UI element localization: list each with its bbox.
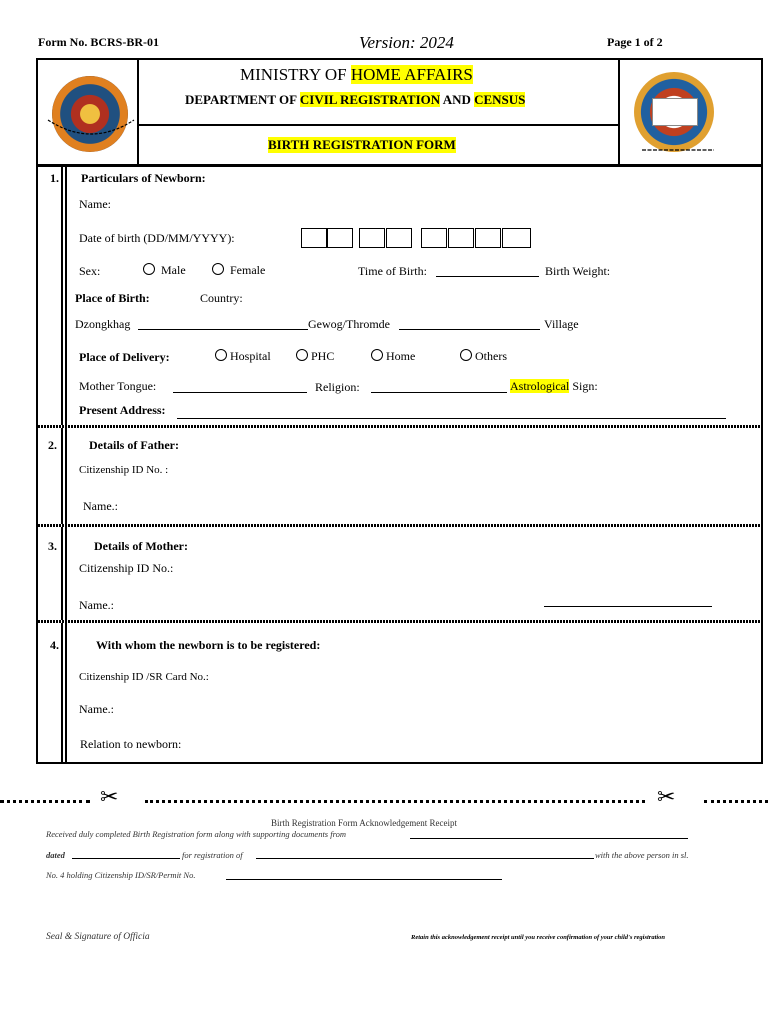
page-number: Page 1 of 2: [607, 35, 663, 49]
scissors-icon: ✂: [100, 784, 119, 809]
dzongkhag-field[interactable]: [138, 329, 308, 330]
radio-icon[interactable]: [215, 349, 227, 361]
emblem-emblem-text: [652, 98, 698, 126]
radio-icon[interactable]: [143, 263, 155, 275]
birth-weight-label: Birth Weight:: [545, 264, 611, 278]
section-separator-1: [38, 425, 762, 428]
home-label: Home: [386, 349, 416, 363]
dob-month-1[interactable]: [359, 228, 385, 248]
sex-option-female[interactable]: [212, 263, 265, 278]
gewog-label: Gewog/Thromde: [308, 317, 390, 331]
delivery-option-others[interactable]: [460, 349, 507, 364]
section-number-4: 4.: [50, 638, 59, 652]
dob-year-1[interactable]: [421, 228, 447, 248]
receipt-for-registration: for registration of: [182, 850, 243, 860]
receipt-from-field[interactable]: [410, 838, 688, 839]
mother-tongue-field[interactable]: [173, 392, 307, 393]
ministry-title: [240, 65, 473, 85]
receipt-title: Birth Registration Form Acknowledgement Receipt: [271, 818, 457, 828]
mother-tongue-label: Mother Tongue:: [79, 379, 157, 393]
mother-name-field[interactable]: [544, 606, 712, 607]
receipt-line-3: No. 4 holding Citizenship ID/SR/Permit No.: [46, 870, 196, 880]
dob-month-2[interactable]: [386, 228, 412, 248]
section-title-2: Details of Father:: [89, 438, 179, 452]
newborn-name-label: Name:: [79, 197, 111, 211]
cut-line-right: [704, 800, 768, 803]
receipt-line-1: Received duly completed Birth Registration form along with supporting documents from: [46, 829, 346, 839]
receipt-id-field[interactable]: [226, 879, 502, 880]
delivery-option-phc[interactable]: [296, 349, 334, 364]
dept-prefix: DEPARTMENT OF: [185, 92, 300, 107]
ministry-highlight: HOME AFFAIRS: [350, 65, 473, 84]
radio-icon[interactable]: [371, 349, 383, 361]
mother-name-label: Name.:: [79, 598, 114, 612]
male-label: Male: [161, 263, 186, 277]
department-title: [185, 92, 525, 108]
number-column-line-2: [65, 166, 67, 763]
place-of-delivery-label: Place of Delivery:: [79, 350, 170, 364]
others-label: Others: [475, 349, 507, 363]
header-bottom-divider: [37, 164, 762, 167]
father-cid-label: Citizenship ID No. :: [79, 464, 169, 476]
dob-day-2[interactable]: [327, 228, 353, 248]
receipt-date-field[interactable]: [72, 858, 180, 859]
radio-icon[interactable]: [460, 349, 472, 361]
religion-field[interactable]: [371, 392, 507, 393]
time-of-birth-label: Time of Birth:: [358, 264, 427, 278]
receipt-child-field[interactable]: [256, 858, 594, 859]
form-version: Version: 2024: [359, 33, 454, 52]
radio-icon[interactable]: [296, 349, 308, 361]
dob-year-4[interactable]: [502, 228, 531, 248]
receipt-retain-note: Retain this acknowledgement receipt until you receive confirmation of your child's registration: [411, 934, 666, 941]
phc-label: PHC: [311, 349, 335, 363]
section-title-3: Details of Mother:: [94, 539, 188, 553]
cut-line-middle: [145, 800, 645, 803]
village-label: Village: [544, 317, 579, 331]
astrological-sign-label: [510, 379, 598, 394]
hospital-label: Hospital: [230, 349, 271, 363]
registrant-name-label: Name.:: [79, 702, 114, 716]
sex-option-male[interactable]: [143, 263, 186, 278]
number-column-line-1: [61, 166, 63, 763]
place-of-birth-label: Place of Birth:: [75, 291, 150, 305]
present-address-field[interactable]: [177, 418, 726, 419]
section-number-3: 3.: [48, 539, 57, 553]
dob-label: Date of birth (DD/MM/YYYY):: [79, 231, 235, 245]
receipt-seal-signature: Seal & Signature of Officia: [46, 932, 150, 942]
receipt-dated-label: dated: [46, 850, 65, 860]
cut-line-left: [0, 800, 90, 803]
form-number: Form No. BCRS-BR-01: [38, 35, 159, 49]
section-number-2: 2.: [48, 438, 57, 452]
form-title: BIRTH REGISTRATION FORM: [268, 137, 456, 152]
time-of-birth-field[interactable]: [436, 276, 539, 277]
relation-label: Relation to newborn:: [80, 737, 182, 751]
delivery-option-hospital[interactable]: [215, 349, 271, 364]
section-separator-2: [38, 524, 762, 527]
sex-label: Sex:: [79, 264, 101, 278]
header-divider-right: [618, 59, 620, 165]
present-address-label: Present Address:: [79, 403, 166, 417]
registrant-cid-label: Citizenship ID /SR Card No.:: [79, 671, 209, 683]
section-separator-3: [38, 620, 762, 623]
gewog-field[interactable]: [399, 329, 540, 330]
scissors-icon: ✂: [657, 784, 676, 809]
emblem-caption-right: [640, 143, 716, 157]
receipt-with-above: with the above person in sl.: [595, 850, 689, 860]
mother-cid-label: Citizenship ID No.:: [79, 561, 174, 575]
dob-year-2[interactable]: [448, 228, 474, 248]
emblem-caption-arc-left: [44, 114, 138, 144]
dept-highlight-1: CIVIL REGISTRATION: [299, 92, 441, 107]
religion-label: Religion:: [315, 380, 360, 394]
ministry-prefix: MINISTRY OF: [240, 65, 351, 84]
section-number-1: 1.: [50, 171, 59, 185]
section-title-1: Particulars of Newborn:: [81, 171, 206, 185]
delivery-option-home[interactable]: [371, 349, 415, 364]
father-name-label: Name.:: [83, 499, 118, 513]
section-title-4: With whom the newborn is to be registered:: [96, 638, 321, 652]
dob-day-1[interactable]: [301, 228, 327, 248]
country-label: Country:: [200, 291, 243, 305]
dzongkhag-label: Dzongkhag: [75, 317, 131, 331]
female-label: Female: [230, 263, 266, 277]
radio-icon[interactable]: [212, 263, 224, 275]
astrological-highlight: Astrological: [510, 379, 570, 393]
header-mid-divider: [138, 124, 618, 126]
header-divider-left: [137, 59, 139, 165]
dept-mid: AND: [440, 92, 475, 107]
dept-highlight-2: CENSUS: [474, 92, 526, 107]
dob-year-3[interactable]: [475, 228, 501, 248]
astrological-rest: Sign:: [569, 379, 598, 393]
